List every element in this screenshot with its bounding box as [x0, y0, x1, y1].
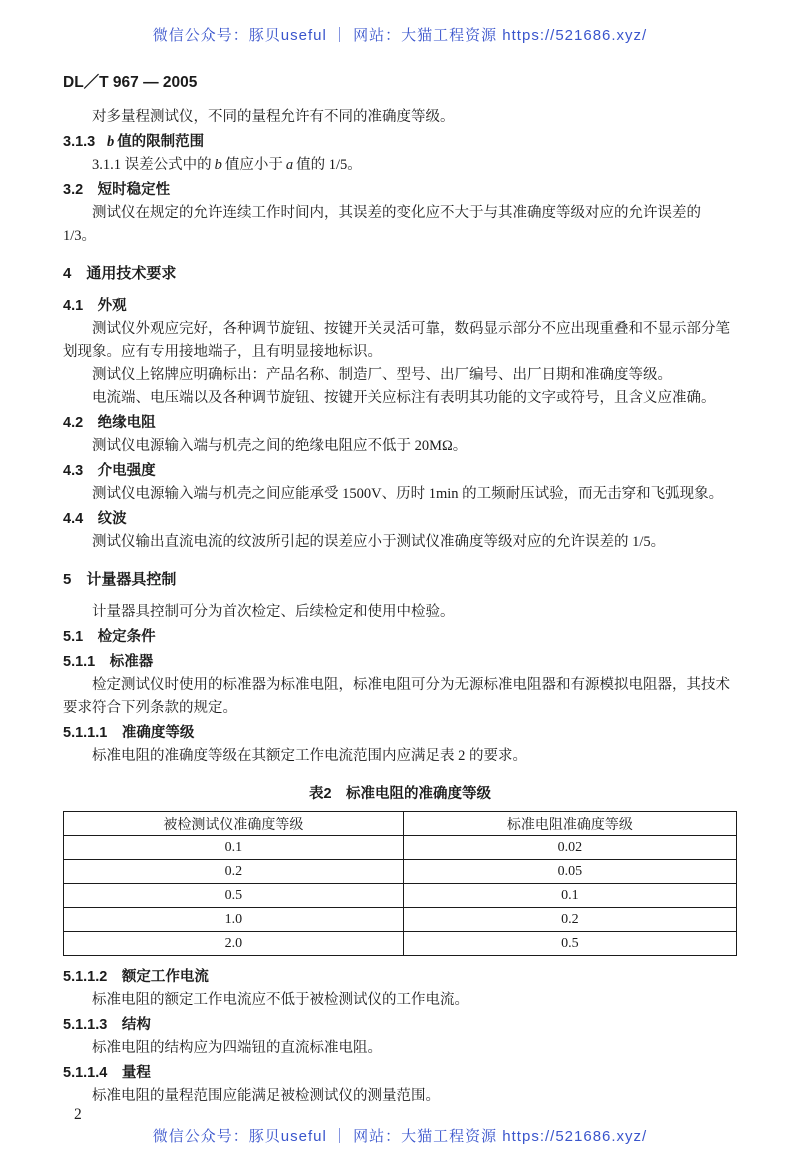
- para-appearance-3: 电流端、电压端以及各种调节旋钮、按键开关应标注有表明其功能的文字或符号，且含义应准确。: [92, 390, 716, 406]
- para-accuracy-class: 标准电阻的准确度等级在其额定工作电流范围内应满足表 2 的要求。: [92, 748, 527, 764]
- col-header-tested-class: 被检测试仪准确度等级: [64, 812, 404, 836]
- table-2: [63, 811, 737, 956]
- table-row: [64, 836, 737, 860]
- para-short-stability: 测试仪在规定的允许连续工作时间内，其误差的变化应不大于与其准确度等级对应的允许误差的 1/3。: [63, 205, 701, 244]
- para-range: 标准电阻的量程范围应能满足被检测试仪的测量范围。: [92, 1088, 440, 1104]
- para-insulation: 测试仪电源输入端与机壳之间的绝缘电阻应不低于 20MΩ。: [92, 438, 468, 454]
- document-body: [63, 106, 737, 1108]
- text-run: 值应小于: [224, 157, 283, 173]
- heading-5-1-1-4: 5.1.1.4 量程: [63, 1065, 151, 1081]
- para-appearance-2: 测试仪上铭牌应明确标出：产品名称、制造厂、型号、出厂编号、出厂日期和准确度等级。: [92, 367, 672, 383]
- section-title: 值的限制范围: [117, 134, 205, 150]
- cell-standard-class: 0.02: [403, 836, 736, 860]
- heading-5-1-1: 5.1.1 标准器: [63, 654, 154, 670]
- table-row: [64, 884, 737, 908]
- table-header-row: [64, 812, 737, 836]
- cell-tested-class: 1.0: [64, 908, 404, 932]
- para-b-limit: [63, 154, 737, 177]
- para-rated-current: 标准电阻的额定工作电流应不低于被检测试仪的工作电流。: [92, 992, 469, 1008]
- page-number: 2: [74, 1106, 82, 1123]
- heading-3-2: 3.2 短时稳定性: [63, 182, 171, 198]
- cell-standard-class: 0.5: [403, 932, 736, 956]
- watermark-top: 微信公众号：豚贝useful ｜ 网站：大猫工程资源 https://521686.xyz/: [152, 27, 648, 44]
- table-row: [64, 860, 737, 884]
- heading-5-1-1-3: 5.1.1.3 结构: [63, 1017, 151, 1033]
- text-run: 3.1.1 误差公式中的: [92, 157, 212, 173]
- cell-tested-class: 0.5: [64, 884, 404, 908]
- doc-number: DL／T 967 — 2005: [63, 74, 198, 91]
- cell-tested-class: 0.2: [64, 860, 404, 884]
- para-ripple: 测试仪输出直流电流的纹波所引起的误差应小于测试仪准确度等级对应的允许误差的 1/5。: [92, 534, 666, 550]
- para-standard-device: 检定测试仪时使用的标准器为标准电阻，标准电阻可分为无源标准电阻器和有源模拟电阻器，其技术要求符合下列条款的规定。: [63, 677, 730, 716]
- math-var-a: a: [285, 157, 294, 173]
- heading-3-1-3: [63, 131, 737, 154]
- heading-4: 4 通用技术要求: [63, 265, 177, 282]
- watermark-bottom: 微信公众号：豚贝useful ｜ 网站：大猫工程资源 https://521686.xyz/: [152, 1128, 648, 1145]
- cell-tested-class: 2.0: [64, 932, 404, 956]
- heading-4-1: 4.1 外观: [63, 298, 127, 314]
- para-metrology-control: 计量器具控制可分为首次检定、后续检定和使用中检验。: [92, 604, 455, 620]
- table-2-caption: 表2 标准电阻的准确度等级: [308, 786, 492, 802]
- heading-4-2: 4.2 绝缘电阻: [63, 415, 156, 431]
- math-var-b: b: [214, 157, 222, 173]
- heading-5-1: 5.1 检定条件: [63, 629, 156, 645]
- heading-4-3: 4.3 介电强度: [63, 463, 156, 479]
- math-var-b: b: [106, 134, 115, 150]
- para-dielectric: 测试仪电源输入端与机壳之间应能承受 1500V、历时 1min 的工频耐压试验，而无击穿和飞弧现象。: [92, 486, 724, 502]
- table-row: [64, 932, 737, 956]
- heading-4-4: 4.4 纹波: [63, 511, 127, 527]
- heading-5-1-1-2: 5.1.1.2 额定工作电流: [63, 969, 209, 985]
- heading-5-1-1-1: 5.1.1.1 准确度等级: [63, 725, 195, 741]
- para-structure: 标准电阻的结构应为四端钮的直流标准电阻。: [92, 1040, 382, 1056]
- col-header-standard-class: 标准电阻准确度等级: [403, 812, 736, 836]
- heading-5: 5 计量器具控制: [63, 571, 177, 588]
- table-row: [64, 908, 737, 932]
- text-run: 值的 1/5。: [296, 157, 362, 173]
- cell-standard-class: 0.2: [403, 908, 736, 932]
- cell-tested-class: 0.1: [64, 836, 404, 860]
- para-appearance-1: 测试仪外观应完好，各种调节旋钮、按键开关灵活可靠，数码显示部分不应出现重叠和不显示部分笔划现象。应有专用接地端子，且有明显接地标识。: [63, 321, 730, 360]
- cell-standard-class: 0.1: [403, 884, 736, 908]
- para-multirange: 对多量程测试仪，不同的量程允许有不同的准确度等级。: [92, 109, 455, 125]
- section-number: 3.1.3: [63, 134, 96, 150]
- cell-standard-class: 0.05: [403, 860, 736, 884]
